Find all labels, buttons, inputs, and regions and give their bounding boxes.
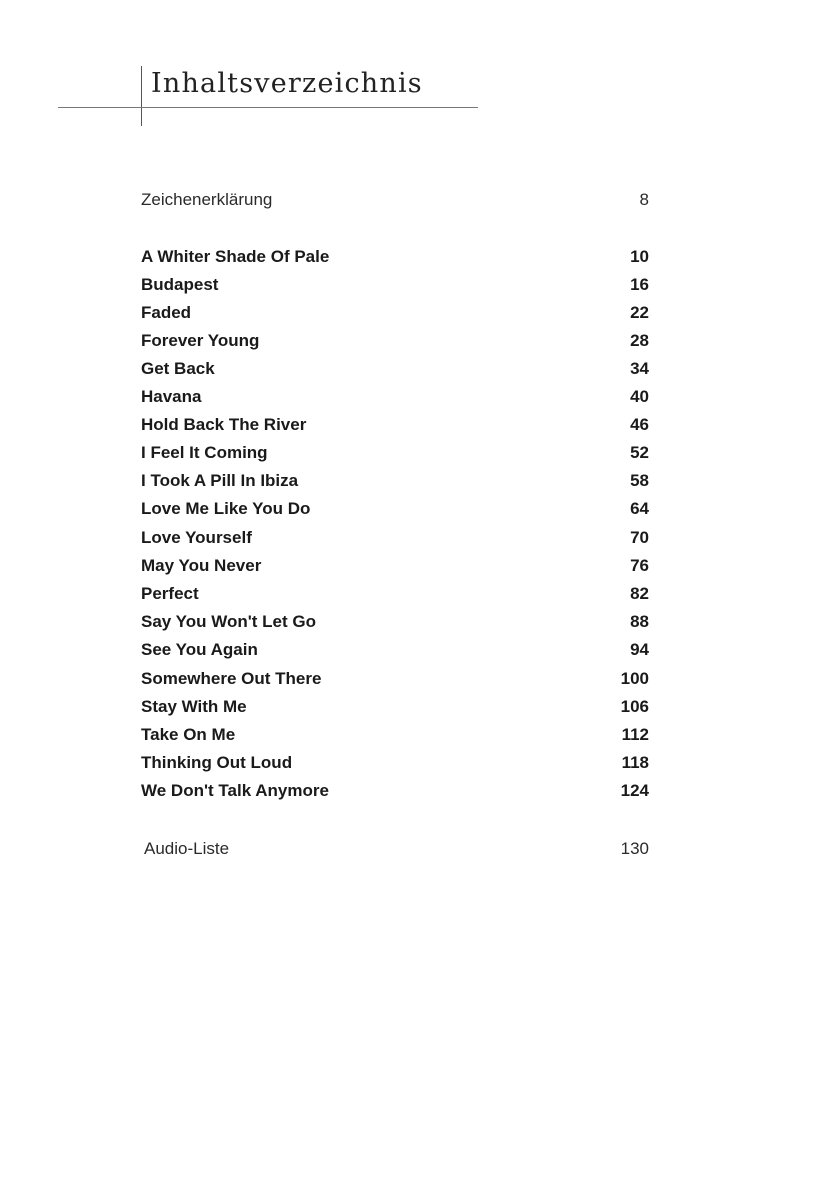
- toc-entry-label: Take On Me: [141, 725, 236, 744]
- toc-entry-page: 82: [630, 584, 649, 603]
- toc-entry-label: Havana: [141, 387, 202, 406]
- toc-entry-label: I Feel It Coming: [141, 443, 268, 462]
- toc-entry-song: [141, 640, 649, 668]
- toc-entry-page: 34: [630, 359, 649, 378]
- toc-entry-song: [141, 528, 649, 556]
- toc-entry-page: 46: [630, 415, 649, 434]
- toc-entry-song: [141, 331, 649, 359]
- toc-entry-label: Stay With Me: [141, 697, 247, 716]
- toc-entry-page: 16: [630, 275, 649, 294]
- toc-entry-page: 124: [620, 781, 649, 800]
- toc-entry-page: 40: [630, 387, 649, 406]
- toc-entry-label: Faded: [141, 303, 192, 322]
- title-vertical-rule: [141, 66, 142, 126]
- toc-entry-song: [141, 725, 649, 753]
- toc-entry-page: 64: [630, 499, 649, 518]
- toc-entry-label: I Took A Pill In Ibiza: [141, 471, 299, 490]
- toc-entry-label: A Whiter Shade Of Pale: [141, 247, 330, 266]
- toc-entry-page: 88: [630, 612, 649, 631]
- toc-entry-song: [141, 781, 649, 809]
- toc-entry-song: [141, 669, 649, 697]
- toc-entry-page: 22: [630, 303, 649, 322]
- toc-entry-page: 8: [639, 190, 649, 209]
- toc-entry-song: [141, 584, 649, 612]
- toc-entry-label: Love Yourself: [141, 528, 252, 547]
- toc-entry-song: [141, 753, 649, 781]
- toc-entry-song: [141, 612, 649, 640]
- toc-entry-song: [141, 443, 649, 471]
- toc-entry-label: We Don't Talk Anymore: [141, 781, 329, 800]
- toc-entry-label: Hold Back The River: [141, 415, 307, 434]
- toc-entry-song: [141, 556, 649, 584]
- toc-entry-song: [141, 247, 649, 275]
- toc-entry-song: [141, 499, 649, 527]
- toc-entry-page: 94: [630, 640, 649, 659]
- toc-entry-song: [141, 697, 649, 725]
- page-title: Inhaltsverzeichnis: [151, 68, 423, 99]
- toc-entry-page: 106: [620, 697, 649, 716]
- toc-entry-page: 130: [620, 839, 649, 858]
- toc-entry-label: Get Back: [141, 359, 215, 378]
- toc-entry-song: [141, 275, 649, 303]
- toc-entry-label: Audio-Liste: [144, 839, 230, 858]
- toc-entry-label: Thinking Out Loud: [141, 753, 293, 772]
- toc-entry-page: 112: [621, 725, 649, 744]
- toc-entry-page: 28: [630, 331, 649, 350]
- toc-entry-label: Budapest: [141, 275, 219, 294]
- toc-entry-label: See You Again: [141, 640, 258, 659]
- toc-entry-page: 100: [620, 669, 649, 688]
- title-horizontal-rule: [58, 107, 478, 108]
- toc-entry-page: 52: [630, 443, 649, 462]
- toc-entry-label: May You Never: [141, 556, 262, 575]
- toc-entry-song: [141, 387, 649, 415]
- toc-entry-page: 76: [630, 556, 649, 575]
- toc-entry-page: 118: [621, 753, 649, 772]
- toc-entry-outro: [144, 839, 649, 867]
- toc-entry-song: [141, 303, 649, 331]
- toc-entry-page: 10: [630, 247, 649, 266]
- toc-entry-song: [141, 471, 649, 499]
- toc-entry-label: Somewhere Out There: [141, 669, 322, 688]
- toc-entry-label: Love Me Like You Do: [141, 499, 311, 518]
- toc-entry-label: Forever Young: [141, 331, 260, 350]
- toc-entry-intro: [141, 190, 649, 218]
- toc-entry-label: Perfect: [141, 584, 199, 603]
- toc-entry-label: Say You Won't Let Go: [141, 612, 316, 631]
- toc-entry-song: [141, 359, 649, 387]
- toc-entry-song: [141, 415, 649, 443]
- toc-entry-page: 70: [630, 528, 649, 547]
- toc-entry-label: Zeichenerklärung: [141, 190, 273, 209]
- toc-entry-page: 58: [630, 471, 649, 490]
